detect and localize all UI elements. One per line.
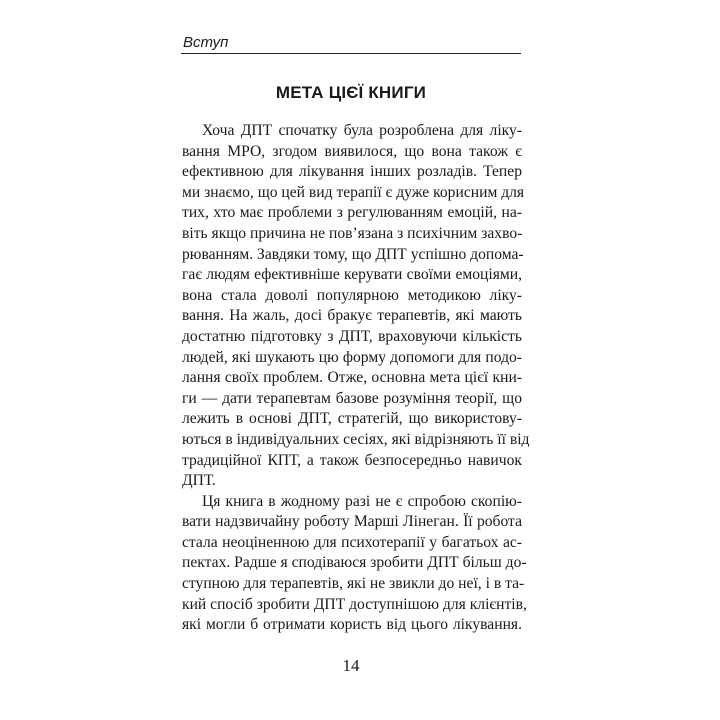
text-line: ми знаємо, що цей вид терапії є дуже корисним для <box>182 183 525 201</box>
text-line: вона стала доволі популярною методикою ліку- <box>182 286 522 304</box>
text-line: лежить в основі ДПТ, стратегій, що використову- <box>182 410 522 428</box>
text-line: кий спосіб зробити ДПТ доступнішою для клієнтів, <box>182 595 527 613</box>
text-line: гає людям ефективніше керувати своїми емоціями, <box>182 266 522 284</box>
text-line: ДПТ. <box>182 472 216 490</box>
text-line: рюванням. Завдяки тому, що ДПТ успішно допома- <box>182 245 524 263</box>
text-line: вати надзвичайну роботу Марші Лінеган. Її робота <box>182 513 522 531</box>
text-line: Хоча ДПТ спочатку була розроблена для ліку- <box>202 122 522 139</box>
text-line: достатню підготовку з ДПТ, враховуючи кількість <box>182 327 522 345</box>
text-line: які могли б отримати користь від цього лікування. <box>182 616 522 634</box>
text-line: пектах. Радше я сподіваюся зробити ДПТ більш до- <box>182 554 527 572</box>
header-rule <box>181 53 521 54</box>
text-line: ступною для терапевтів, які не звикли до неї, і в та- <box>182 575 525 593</box>
paragraph <box>182 121 530 492</box>
text-line: вання МРО, згодом виявилося, що вона також є <box>182 142 522 160</box>
text-line: лання своїх проблем. Отже, основна мета цієї кни- <box>182 369 522 387</box>
text-line: Ця книга в жодному разі не є спробою скопію- <box>202 492 522 510</box>
text-line: ги — дати терапевтам базове розуміння теорії, що <box>182 389 522 407</box>
text-line: ються в індивідуальних сесіях, які відрізняють її від <box>182 430 530 448</box>
text-line: вання. На жаль, досі бракує терапевтів, які мають <box>182 307 522 325</box>
text-line: віть якщо причина не пов’язана з психічним захво- <box>182 224 523 242</box>
text-line: людей, які шукають цю форму допомоги для подо- <box>182 348 522 366</box>
text-line: ефективною для лікування інших розладів. Тепер <box>182 163 522 181</box>
chapter-title: МЕТА ЦІЄЇ КНИГИ <box>275 83 427 102</box>
page-number: 14 <box>342 656 360 675</box>
paragraph <box>182 492 527 636</box>
text-line: традиційної КПТ, а також безпосередньо навичок <box>182 451 522 469</box>
running-head: Вступ <box>183 34 229 51</box>
body-text <box>182 121 530 636</box>
text-line: стала неоціненною для психотерапії у багатьох ас- <box>182 533 522 551</box>
text-line: тих, хто має проблеми з регулюванням емоцій, на- <box>182 204 522 222</box>
